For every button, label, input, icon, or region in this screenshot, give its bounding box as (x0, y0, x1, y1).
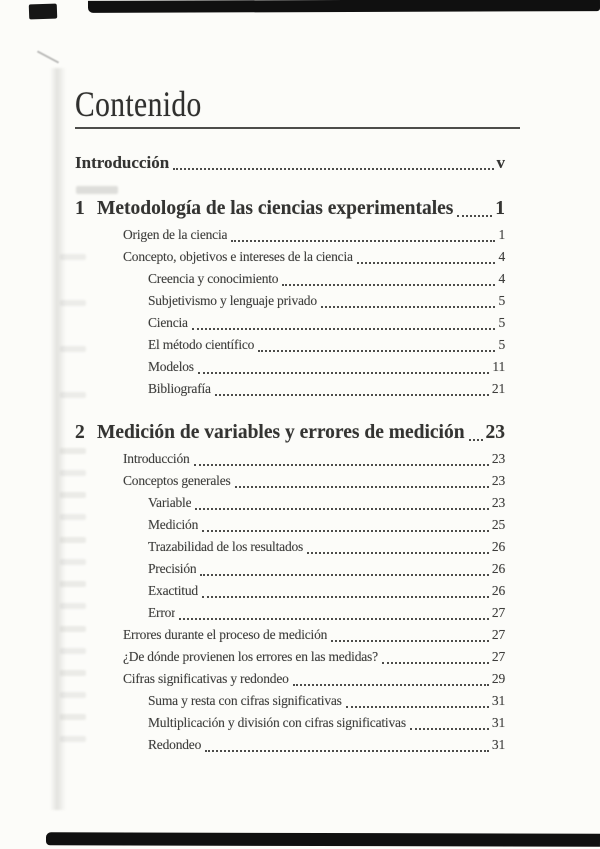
page-title: Contenido (75, 84, 202, 124)
dot-leader (293, 684, 489, 686)
toc-entry-label: Origen de la ciencia (123, 227, 228, 242)
dot-leader (200, 574, 488, 576)
dot-leader (215, 394, 489, 396)
toc-entry-row (75, 378, 505, 400)
toc-entry-row (75, 246, 505, 268)
toc-entry-page: 29 (491, 671, 505, 686)
dot-leader (331, 640, 489, 642)
toc-entry-row (75, 334, 505, 356)
chapter-number: 2 (75, 422, 85, 443)
toc-entry-label: Introducción (123, 451, 190, 466)
scan-mark-top-left (29, 4, 58, 20)
toc-entry-label: Ciencia (148, 315, 188, 330)
toc-entry-label: Subjetivismo y lenguaje privado (148, 293, 317, 308)
toc-entry-label: Cifras significativas y redondeo (123, 671, 289, 686)
toc-entry-row (75, 356, 505, 378)
toc-entry-label: Conceptos generales (123, 473, 231, 488)
toc-entry-row (75, 712, 505, 734)
toc-entry-page: 4 (498, 249, 505, 264)
toc-entry-row (75, 514, 505, 536)
toc-entry-row (75, 290, 505, 312)
toc-entry-label: Multiplicación y división con cifras significativas (148, 715, 406, 730)
toc-entry-label: Variable (148, 495, 192, 510)
toc-entry-page: 1 (498, 227, 505, 242)
pencil-mark (37, 50, 59, 63)
toc-entry-label: Errores durante el proceso de medición (123, 627, 328, 642)
toc-chapter-row (75, 194, 505, 224)
dot-leader (179, 618, 488, 620)
toc-entry-label: Bibliografía (148, 381, 211, 396)
toc-entry-label: Concepto, objetivos e intereses de la ciencia (123, 249, 353, 264)
toc-entry-page: 26 (491, 539, 505, 554)
toc-entry-label: Suma y resta con cifras significativas (148, 693, 342, 708)
toc-entry-page: 5 (498, 337, 505, 352)
toc-entry-row (75, 470, 505, 492)
dot-leader (282, 284, 495, 286)
toc-entry-row (75, 150, 505, 176)
toc-entry-row (75, 734, 505, 756)
toc-entry-label: Error (148, 605, 176, 620)
scan-bar-bottom (46, 832, 600, 846)
toc-entry-row (75, 668, 505, 690)
page-header (75, 84, 520, 129)
toc-entry-label: Exactitud (148, 583, 198, 598)
toc-entry-row (75, 268, 505, 290)
dot-leader (192, 328, 496, 330)
toc-entry-row (75, 646, 505, 668)
toc-entry-page: 21 (491, 381, 505, 396)
toc-entry-label: ¿De dónde provienen los errores en las medidas? (123, 649, 378, 664)
toc-entry-page: 26 (491, 583, 505, 598)
chapter-number: 1 (75, 198, 85, 219)
dot-leader (410, 728, 489, 730)
toc-entry-page: 31 (491, 737, 505, 752)
toc-entry-row (75, 536, 505, 558)
toc-entry-row (75, 602, 505, 624)
toc-chapter-row (75, 418, 505, 448)
dot-leader (469, 439, 483, 441)
title-rule (75, 127, 520, 129)
dot-leader (258, 350, 495, 352)
toc-entry-label: Metodología de las ciencias experimentales (97, 198, 454, 219)
dot-leader (321, 306, 496, 308)
toc-entry-row (75, 624, 505, 646)
dot-leader (194, 464, 489, 466)
toc-entry-page: 4 (498, 271, 505, 286)
toc-entry-page: 31 (491, 715, 505, 730)
toc-entry-label: Redondeo (148, 737, 202, 752)
toc-entry-label: Medición (148, 517, 199, 532)
dot-leader (235, 486, 489, 488)
dot-leader (195, 508, 489, 510)
scan-bar-top (88, 0, 600, 13)
toc-entry-page: 11 (492, 359, 505, 374)
toc-entry-page: 5 (498, 315, 505, 330)
dot-leader (307, 552, 489, 554)
toc-entry-page: 23 (485, 422, 505, 443)
dot-leader (173, 168, 493, 170)
toc-entry-page: 23 (491, 451, 505, 466)
toc-entry-row (75, 312, 505, 334)
toc-entry-label: Creencia y conocimiento (148, 271, 279, 286)
toc-entry-page: 27 (491, 627, 505, 642)
dot-leader (346, 706, 489, 708)
dot-leader (357, 262, 496, 264)
dot-leader (202, 530, 489, 532)
toc-entry-page: 26 (491, 561, 505, 576)
toc-entry-label: Introducción (75, 153, 170, 172)
toc-entry-page: 27 (491, 605, 505, 620)
dot-leader (382, 662, 489, 664)
page-edge-shadow (50, 68, 66, 810)
toc-entry-page: v (496, 153, 505, 172)
dot-leader (231, 240, 495, 242)
dot-leader (457, 215, 492, 217)
toc-entry-page: 23 (491, 495, 505, 510)
toc-entry-label: Medición de variables y errores de medición (97, 422, 465, 443)
toc-entry-row (75, 492, 505, 514)
toc-entry-page: 25 (491, 517, 505, 532)
toc-entry-page: 23 (491, 473, 505, 488)
dot-leader (202, 596, 489, 598)
toc-entry-row (75, 580, 505, 602)
toc-entry-page: 27 (491, 649, 505, 664)
toc-entry-label: Modelos (148, 359, 194, 374)
toc-entry-row (75, 690, 505, 712)
toc-entry-page: 31 (491, 693, 505, 708)
toc-entry-label: Precisión (148, 561, 197, 576)
toc-entry-label: El método científico (148, 337, 255, 352)
dot-leader (205, 750, 489, 752)
toc-entry-page: 1 (495, 198, 505, 219)
toc-entry-page: 5 (498, 293, 505, 308)
toc-entry-row (75, 558, 505, 580)
toc-entry-row (75, 448, 505, 470)
dot-leader (198, 372, 490, 374)
toc-list (75, 150, 505, 756)
toc-entry-label: Trazabilidad de los resultados (148, 539, 304, 554)
toc-entry-row (75, 224, 505, 246)
